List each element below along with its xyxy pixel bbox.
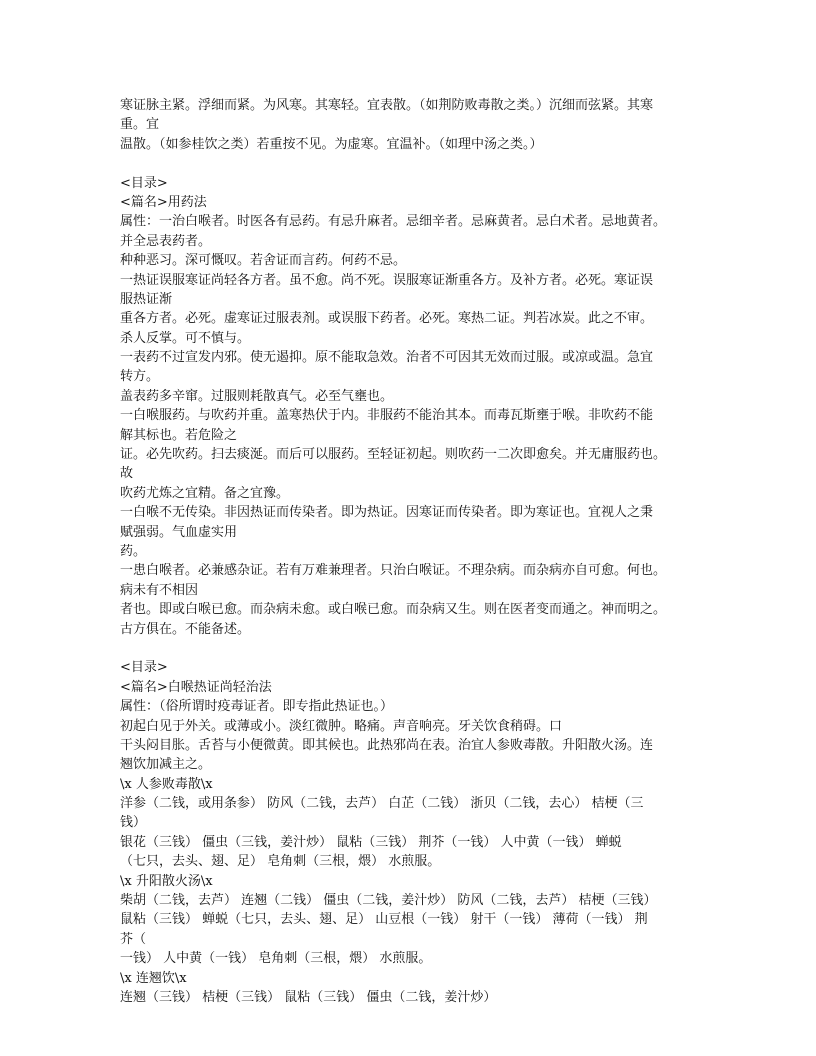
text-line: 洋参（二钱，或用条参） 防风（二钱，去芦） 白芷（二钱） 浙贝（二钱，去心） 桔梗（三 xyxy=(120,796,644,812)
text-line: 者也。即或白喉已愈。而杂病未愈。或白喉已愈。而杂病又生。则在医者变而通之。神而明之。 xyxy=(120,602,667,618)
text-line: 证。必先吹药。扫去痰涎。而后可以服药。至轻证初起。则吹药一二次即愈矣。并无庸服药也。 xyxy=(120,447,667,463)
text-line: \x 连翘饮\x xyxy=(120,970,187,986)
text-line: 属性：（俗所谓时疫毒证者。即专指此热证也。） xyxy=(120,699,394,715)
text-line: 初起白见于外关。或薄或小。淡红微肿。略痛。声音响亮。牙关饮食稍碍。口 xyxy=(120,718,563,734)
text-line: 一表药不过宣发内邪。使无遏抑。原不能取急效。治者不可因其无效而过服。或凉或温。急宜 xyxy=(120,350,654,366)
text-line: 一白喉不无传染。非因热证而传染者。即为热证。因寒证而传染者。即为寒证也。宜视人之秉 xyxy=(120,505,654,521)
text-line: 连翘（三钱） 桔梗（三钱） 鼠粘（三钱） 僵虫（二钱，姜汁炒） xyxy=(120,989,497,1005)
text-line: 温散。（如参桂饮之类）若重按不见。为虚寒。宜温补。（如理中汤之类。） xyxy=(120,136,543,152)
text-line: 寒证脉主紧。浮细而紧。为风寒。其寒轻。宜表散。（如荆防败毒散之类。）沉细而弦紧。其寒 xyxy=(120,98,654,113)
text-line: 种种恶习。深可慨叹。若舍证而言药。何药不忌。 xyxy=(120,253,407,269)
text-line: 重。宜 xyxy=(120,117,160,133)
paragraph-gap xyxy=(120,639,700,658)
text-line: 钱） xyxy=(120,815,147,831)
text-line: 一患白喉者。必兼感杂证。若有万难兼理者。只治白喉证。不理杂病。而杂病亦自可愈。何也。 xyxy=(120,563,667,579)
text-line: 病未有不相因 xyxy=(120,582,199,598)
text-line: <篇名>用药法 xyxy=(120,194,207,210)
paragraph-gap xyxy=(120,154,700,173)
text-line: 银花（三钱） 僵虫（三钱，姜汁炒） 鼠粘（三钱） 荆芥（一钱） 人中黄（一钱） 蝉蜕 xyxy=(120,834,622,850)
text-line: （七只，去头、翅、足） 皂角刺（三根，煨） 水煎服。 xyxy=(120,854,441,870)
document-page xyxy=(120,96,700,1007)
text-line: 一钱） 人中黄（一钱） 皂角刺（三根，煨） 水煎服。 xyxy=(120,951,432,967)
text-block-heat-syndrome-treatment xyxy=(120,658,700,1007)
text-line: 干头闷目胀。舌苔与小便微黄。即其候也。此热邪尚在表。治宜人参败毒散。升阳散火汤。连 xyxy=(120,737,654,753)
text-line: 芥（ xyxy=(120,931,147,947)
text-line: 翘饮加减主之。 xyxy=(120,757,212,773)
text-line: 柴胡（二钱，去芦） 连翘（二钱） 僵虫（二钱，姜汁炒） 防风（二钱，去芦） 桔梗（三钱） xyxy=(120,893,657,909)
text-line: <目录> xyxy=(120,660,168,676)
text-line: \x 升阳散火汤\x xyxy=(120,873,213,889)
text-line: \x 人参败毒散\x xyxy=(120,776,213,792)
text-line: <目录> xyxy=(120,175,168,191)
text-line: 鼠粘（三钱） 蝉蜕（七只，去头、翅、足） 山豆根（一钱） 射干（一钱） 薄荷（一钱） 荆 xyxy=(120,912,648,928)
text-line: 赋强弱。气血虚实用 xyxy=(120,524,238,540)
text-line: 吹药尤炼之宜精。备之宜豫。 xyxy=(120,485,290,501)
text-line: <篇名>白喉热证尚轻治法 xyxy=(120,679,272,695)
text-line: 古方俱在。不能备述。 xyxy=(120,621,251,637)
text-block-pulse xyxy=(120,96,700,154)
text-line: 服热证渐 xyxy=(120,291,173,307)
text-line: 一热证误服寒证尚轻各方者。虽不愈。尚不死。误服寒证渐重各方。及补方者。必死。寒证误 xyxy=(120,272,654,288)
text-block-medication-method xyxy=(120,174,700,639)
text-line: 转方。 xyxy=(120,369,160,385)
text-line: 解其标也。若危险之 xyxy=(120,427,238,443)
text-line: 杀人反掌。可不慎与。 xyxy=(120,330,251,346)
text-line: 药。 xyxy=(120,543,147,559)
text-line: 故 xyxy=(120,466,134,482)
text-line: 盖表药多辛窜。过服则耗散真气。必至气壅也。 xyxy=(120,388,394,404)
text-line: 一白喉服药。与吹药并重。盖寒热伏于内。非服药不能治其本。而毒瓦斯壅于喉。非吹药不能 xyxy=(120,408,654,424)
text-line: 并全忌表药者。 xyxy=(120,233,212,249)
text-line: 属性：一治白喉者。时医各有忌药。有忌升麻者。忌细辛者。忌麻黄者。忌白术者。忌地黄者。 xyxy=(120,214,667,230)
text-line: 重各方者。必死。虚寒证过服表剂。或误服下药者。必死。寒热二证。判若冰炭。此之不审。 xyxy=(120,311,654,327)
